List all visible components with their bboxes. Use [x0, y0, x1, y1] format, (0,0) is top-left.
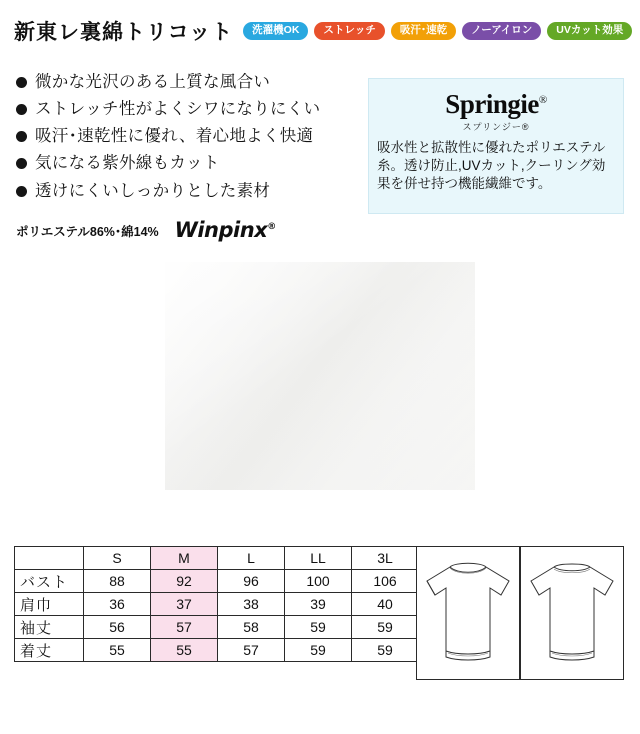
feature-text: 微かな光沢のある上質な風合い — [35, 73, 271, 91]
feature-text: ストレッチ性がよくシワになりにくい — [35, 100, 321, 119]
table-row — [15, 593, 419, 616]
feature-list — [16, 72, 376, 208]
list-item — [16, 153, 376, 173]
bullet-icon — [16, 186, 27, 197]
winpinx-logo-text: Winpinx — [174, 218, 268, 242]
row-label-length: 着丈 — [15, 639, 84, 662]
springie-registered-mark: ® — [538, 94, 547, 106]
springie-logo-text: Springie — [445, 89, 539, 119]
table-row — [15, 639, 419, 662]
size-header-ll: LL — [285, 547, 352, 570]
cell-sleeve-l: 58 — [218, 616, 285, 639]
table-corner-cell — [15, 547, 84, 570]
cell-bust-ll: 100 — [285, 570, 352, 593]
cell-shoulder-ll: 39 — [285, 593, 352, 616]
size-table — [14, 546, 419, 662]
garment-front-illustration — [416, 546, 520, 680]
cell-shoulder-l: 38 — [218, 593, 285, 616]
product-photo — [165, 262, 475, 490]
size-header-3l: 3L — [352, 547, 419, 570]
cell-shoulder-3l: 40 — [352, 593, 419, 616]
cell-length-ll: 59 — [285, 639, 352, 662]
row-label-shoulder: 肩巾 — [15, 593, 84, 616]
cell-sleeve-ll: 59 — [285, 616, 352, 639]
table-row — [15, 616, 419, 639]
table-row — [15, 570, 419, 593]
cell-length-m: 55 — [151, 639, 218, 662]
springie-panel — [368, 78, 624, 214]
cell-shoulder-m: 37 — [151, 593, 218, 616]
feature-text: 透けにくいしっかりとした素材 — [35, 181, 271, 200]
row-label-sleeve: 袖丈 — [15, 616, 84, 639]
cell-length-3l: 59 — [352, 639, 419, 662]
list-item — [16, 72, 376, 92]
springie-logo — [369, 91, 623, 118]
cell-sleeve-s: 56 — [84, 616, 151, 639]
bullet-icon — [16, 158, 27, 169]
cell-bust-s: 88 — [84, 570, 151, 593]
cell-bust-m: 92 — [151, 570, 218, 593]
list-item — [16, 181, 376, 201]
page-title: 新東レ裏綿トリコット — [14, 21, 234, 44]
list-item — [16, 126, 376, 146]
bullet-icon — [16, 77, 27, 88]
cell-sleeve-3l: 59 — [352, 616, 419, 639]
size-header-m: M — [151, 547, 218, 570]
bullet-icon — [16, 131, 27, 142]
springie-kana-label: スプリンジー® — [462, 122, 530, 132]
material-row — [16, 218, 396, 242]
badge-quickdry: 吸汗･速乾 — [391, 22, 456, 40]
cell-sleeve-m: 57 — [151, 616, 218, 639]
winpinx-registered-mark: ® — [267, 222, 276, 232]
size-header-l: L — [218, 547, 285, 570]
badge-noiron: ノーアイロン — [462, 22, 541, 40]
winpinx-logo — [175, 218, 276, 242]
springie-description: 吸水性と拡散性に優れたポリエステル糸。透け防止,UVカット,クーリング効果を併せ持つ機能繊維です。 — [377, 140, 606, 191]
feature-text: 気になる紫外線もカット — [35, 154, 220, 173]
list-item — [16, 99, 376, 119]
cell-bust-3l: 106 — [352, 570, 419, 593]
cell-length-l: 57 — [218, 639, 285, 662]
badge-washable: 洗濯機OK — [243, 22, 308, 40]
row-label-bust: バスト — [15, 570, 84, 593]
bullet-icon — [16, 104, 27, 115]
feature-text: 吸汗･速乾性に優れ、着心地よく快適 — [35, 127, 314, 146]
size-header-s: S — [84, 547, 151, 570]
cell-length-s: 55 — [84, 639, 151, 662]
garment-back-illustration — [520, 546, 624, 680]
badge-stretch: ストレッチ — [314, 22, 384, 40]
material-composition: ポリエステル86%･綿14% — [16, 225, 159, 239]
product-header — [0, 14, 640, 48]
cell-bust-l: 96 — [218, 570, 285, 593]
cell-shoulder-s: 36 — [84, 593, 151, 616]
table-header-row — [15, 547, 419, 570]
badge-uvcut: UVカット効果 — [547, 22, 632, 40]
feature-badges — [243, 22, 632, 40]
